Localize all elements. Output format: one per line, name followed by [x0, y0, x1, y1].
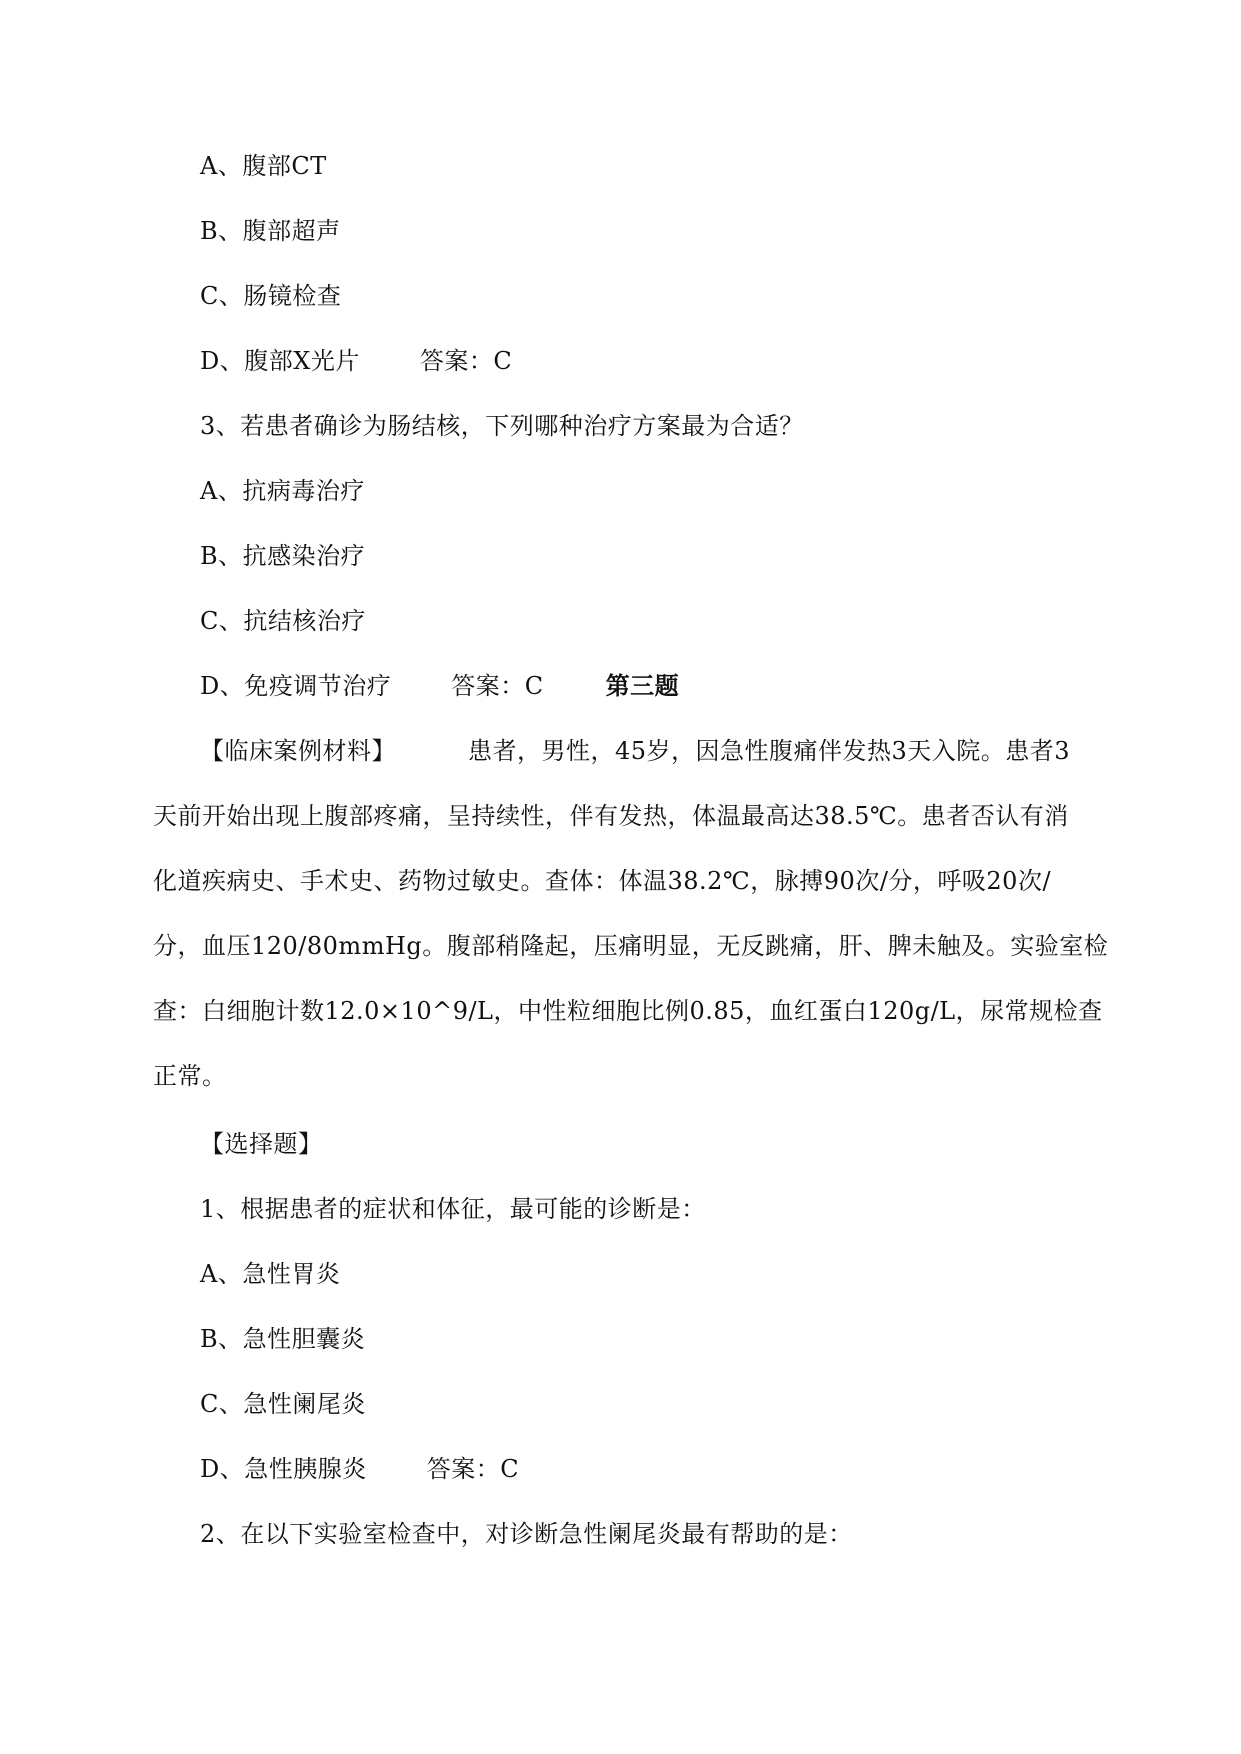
case-line-2: 天前开始出现上腹部疼痛，呈持续性，伴有发热，体温最高达38.5℃。患者否认有消: [153, 802, 1069, 830]
q1-stem: 1、根据患者的症状和体征，最可能的诊断是：: [200, 1195, 706, 1223]
choice-label: 【选择题】: [200, 1130, 323, 1158]
case-line-5: 查：白细胞计数12.0×10^9/L，中性粒细胞比例0.85，血红蛋白120g/L，尿常规检查: [153, 997, 1103, 1025]
q1-answer: 答案：C: [426, 1455, 520, 1483]
case-line-6: 正常。: [153, 1062, 227, 1090]
question3-option-d: D、免疫调节治疗: [200, 672, 392, 700]
q1-option-d: D、急性胰腺炎: [200, 1455, 367, 1483]
prev-option-c: C、肠镜检查: [200, 282, 342, 310]
q1-option-a: A、急性胃炎: [200, 1260, 341, 1288]
prev-answer: 答案：C: [419, 347, 513, 375]
question3-stem: 3、若患者确诊为肠结核，下列哪种治疗方案最为合适？: [200, 412, 804, 440]
prev-option-a: A、腹部CT: [200, 152, 327, 180]
case-line-1: [200, 735, 1070, 767]
q1-option-d-line: [200, 1453, 519, 1485]
prev-option-b: B、腹部超声: [200, 217, 341, 245]
q1-option-c: C、急性阑尾炎: [200, 1390, 366, 1418]
case-line-3: 化道疾病史、手术史、药物过敏史。查体：体温38.2℃，脉搏90次/分，呼吸20次/: [153, 867, 1052, 895]
case-label: 【临床案例材料】: [200, 737, 396, 765]
prev-option-d-line: [200, 345, 512, 377]
question3-option-b: B、抗感染治疗: [200, 542, 366, 570]
question3-option-c: C、抗结核治疗: [200, 607, 366, 635]
q2-stem: 2、在以下实验室检查中，对诊断急性阑尾炎最有帮助的是：: [200, 1520, 853, 1548]
question3-option-d-line: [200, 670, 679, 702]
q1-option-b: B、急性胆囊炎: [200, 1325, 366, 1353]
question3-option-a: A、抗病毒治疗: [200, 477, 365, 505]
prev-option-d: D、腹部X光片: [200, 347, 360, 375]
question3-answer: 答案：C: [451, 672, 544, 700]
section-title: 第三题: [605, 672, 680, 700]
case-text-1: 患者，男性，45岁，因急性腹痛伴发热3天入院。患者3: [468, 737, 1071, 765]
case-line-4: 分，血压120/80mmHg。腹部稍隆起，压痛明显，无反跳痛，肝、脾未触及。实验室检: [153, 932, 1109, 960]
